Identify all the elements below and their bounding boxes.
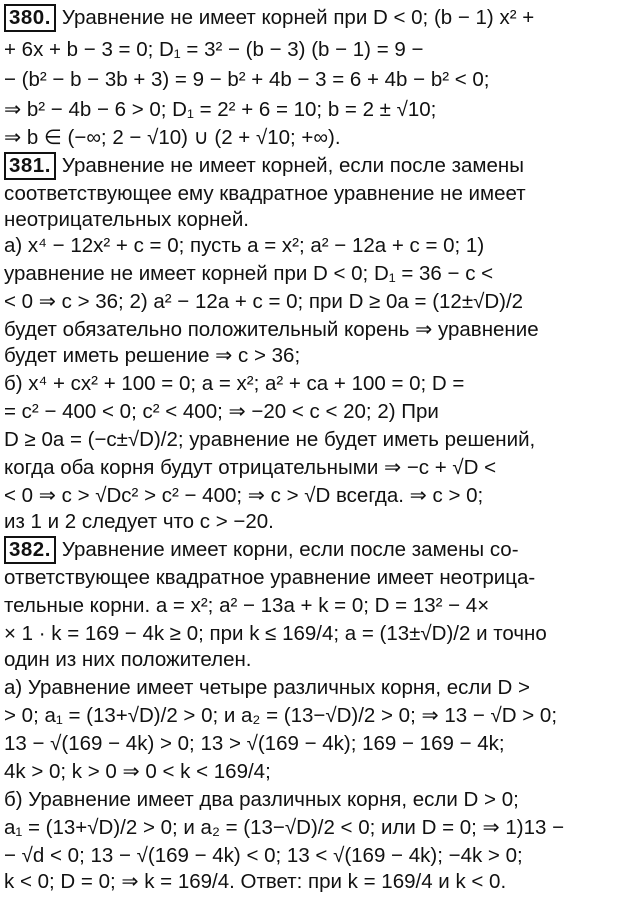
problem-380-line-1 <box>4 4 624 32</box>
text-line: Уравнение имеет корни, если после замены со- <box>61 538 519 561</box>
text-line: б) x⁴ + cx² + 100 = 0; a = x²; a² + ca + 100 = 0; D = <box>4 372 465 395</box>
text-line: а) x⁴ − 12x² + c = 0; пусть a = x²; a² − 12a + c = 0; 1) <box>4 234 485 257</box>
text-line: ⇒ b² − 4b − 6 > 0; D₁ = 2² + 6 = 10; b = 2 ± √10; <box>4 98 437 121</box>
text-line: ⇒ b ∈ (−∞; 2 − √10) ∪ (2 + √10; +∞). <box>4 126 341 149</box>
problem-number: 382. <box>4 536 56 564</box>
text-line: будет обязательно положительный корень ⇒ уравнение <box>4 318 539 341</box>
text-line: из 1 и 2 следует что c > −20. <box>4 510 274 533</box>
text-line: когда оба корня будут отрицательными ⇒ −c + √D < <box>4 456 497 479</box>
text-line: + 6x + b − 3 = 0; D₁ = 3² − (b − 3) (b − 1) = 9 − <box>4 38 424 61</box>
text-line: Уравнение не имеет корней, если после замены <box>61 154 524 177</box>
text-line: − √d < 0; 13 − √(169 − 4k) < 0; 13 < √(169 − 4k); −4k > 0; <box>4 844 523 867</box>
problem-382-line-1 <box>4 536 624 564</box>
text-line: < 0 ⇒ c > 36; 2) a² − 12a + c = 0; при D ≥ 0a = (12±√D)/2 <box>4 290 524 313</box>
text-line: = c² − 400 < 0; c² < 400; ⇒ −20 < c < 20; 2) При <box>4 400 439 423</box>
text-line: ответствующее квадратное уравнение имеет неотрица- <box>4 566 536 589</box>
text-line: а) Уравнение имеет четыре различных корня, если D > <box>4 676 530 699</box>
text-line: × 1 · k = 169 − 4k ≥ 0; при k ≤ 169/4; a = (13±√D)/2 и точно <box>4 622 547 645</box>
text-line: б) Уравнение имеет два различных корня, если D > 0; <box>4 788 519 811</box>
text-line: Уравнение не имеет корней при D < 0; (b − 1) x² + <box>61 6 535 29</box>
text-line: D ≥ 0a = (−c±√D)/2; уравнение не будет иметь решений, <box>4 428 536 451</box>
text-line: 13 − √(169 − 4k) > 0; 13 > √(169 − 4k); 169 − 169 − 4k; <box>4 732 505 755</box>
text-line: < 0 ⇒ c > √Dc² > c² − 400; ⇒ c > √D всегда. ⇒ c > 0; <box>4 484 484 507</box>
problem-number: 381. <box>4 152 56 180</box>
text-line: будет иметь решение ⇒ c > 36; <box>4 344 301 367</box>
text-line: уравнение не имеет корней при D < 0; D₁ = 36 − c < <box>4 262 494 285</box>
text-line: один из них положителен. <box>4 648 252 671</box>
text-line: k < 0; D = 0; ⇒ k = 169/4. Ответ: при k = 169/4 и k < 0. <box>4 870 507 893</box>
problem-381-line-1 <box>4 152 624 180</box>
text-line: 4k > 0; k > 0 ⇒ 0 < k < 169/4; <box>4 760 271 783</box>
problem-number: 380. <box>4 4 56 32</box>
text-line: соответствующее ему квадратное уравнение не имеет <box>4 182 526 205</box>
text-line: > 0; a₁ = (13+√D)/2 > 0; и a₂ = (13−√D)/2 > 0; ⇒ 13 − √D > 0; <box>4 704 558 727</box>
text-line: тельные корни. a = x²; a² − 13a + k = 0; D = 13² − 4× <box>4 594 490 617</box>
text-line: − (b² − b − 3b + 3) = 9 − b² + 4b − 3 = 6 + 4b − b² < 0; <box>4 68 490 91</box>
text-line: неотрицательных корней. <box>4 208 249 231</box>
text-line: a₁ = (13+√D)/2 > 0; и a₂ = (13−√D)/2 < 0; или D = 0; ⇒ 1)13 − <box>4 816 565 839</box>
